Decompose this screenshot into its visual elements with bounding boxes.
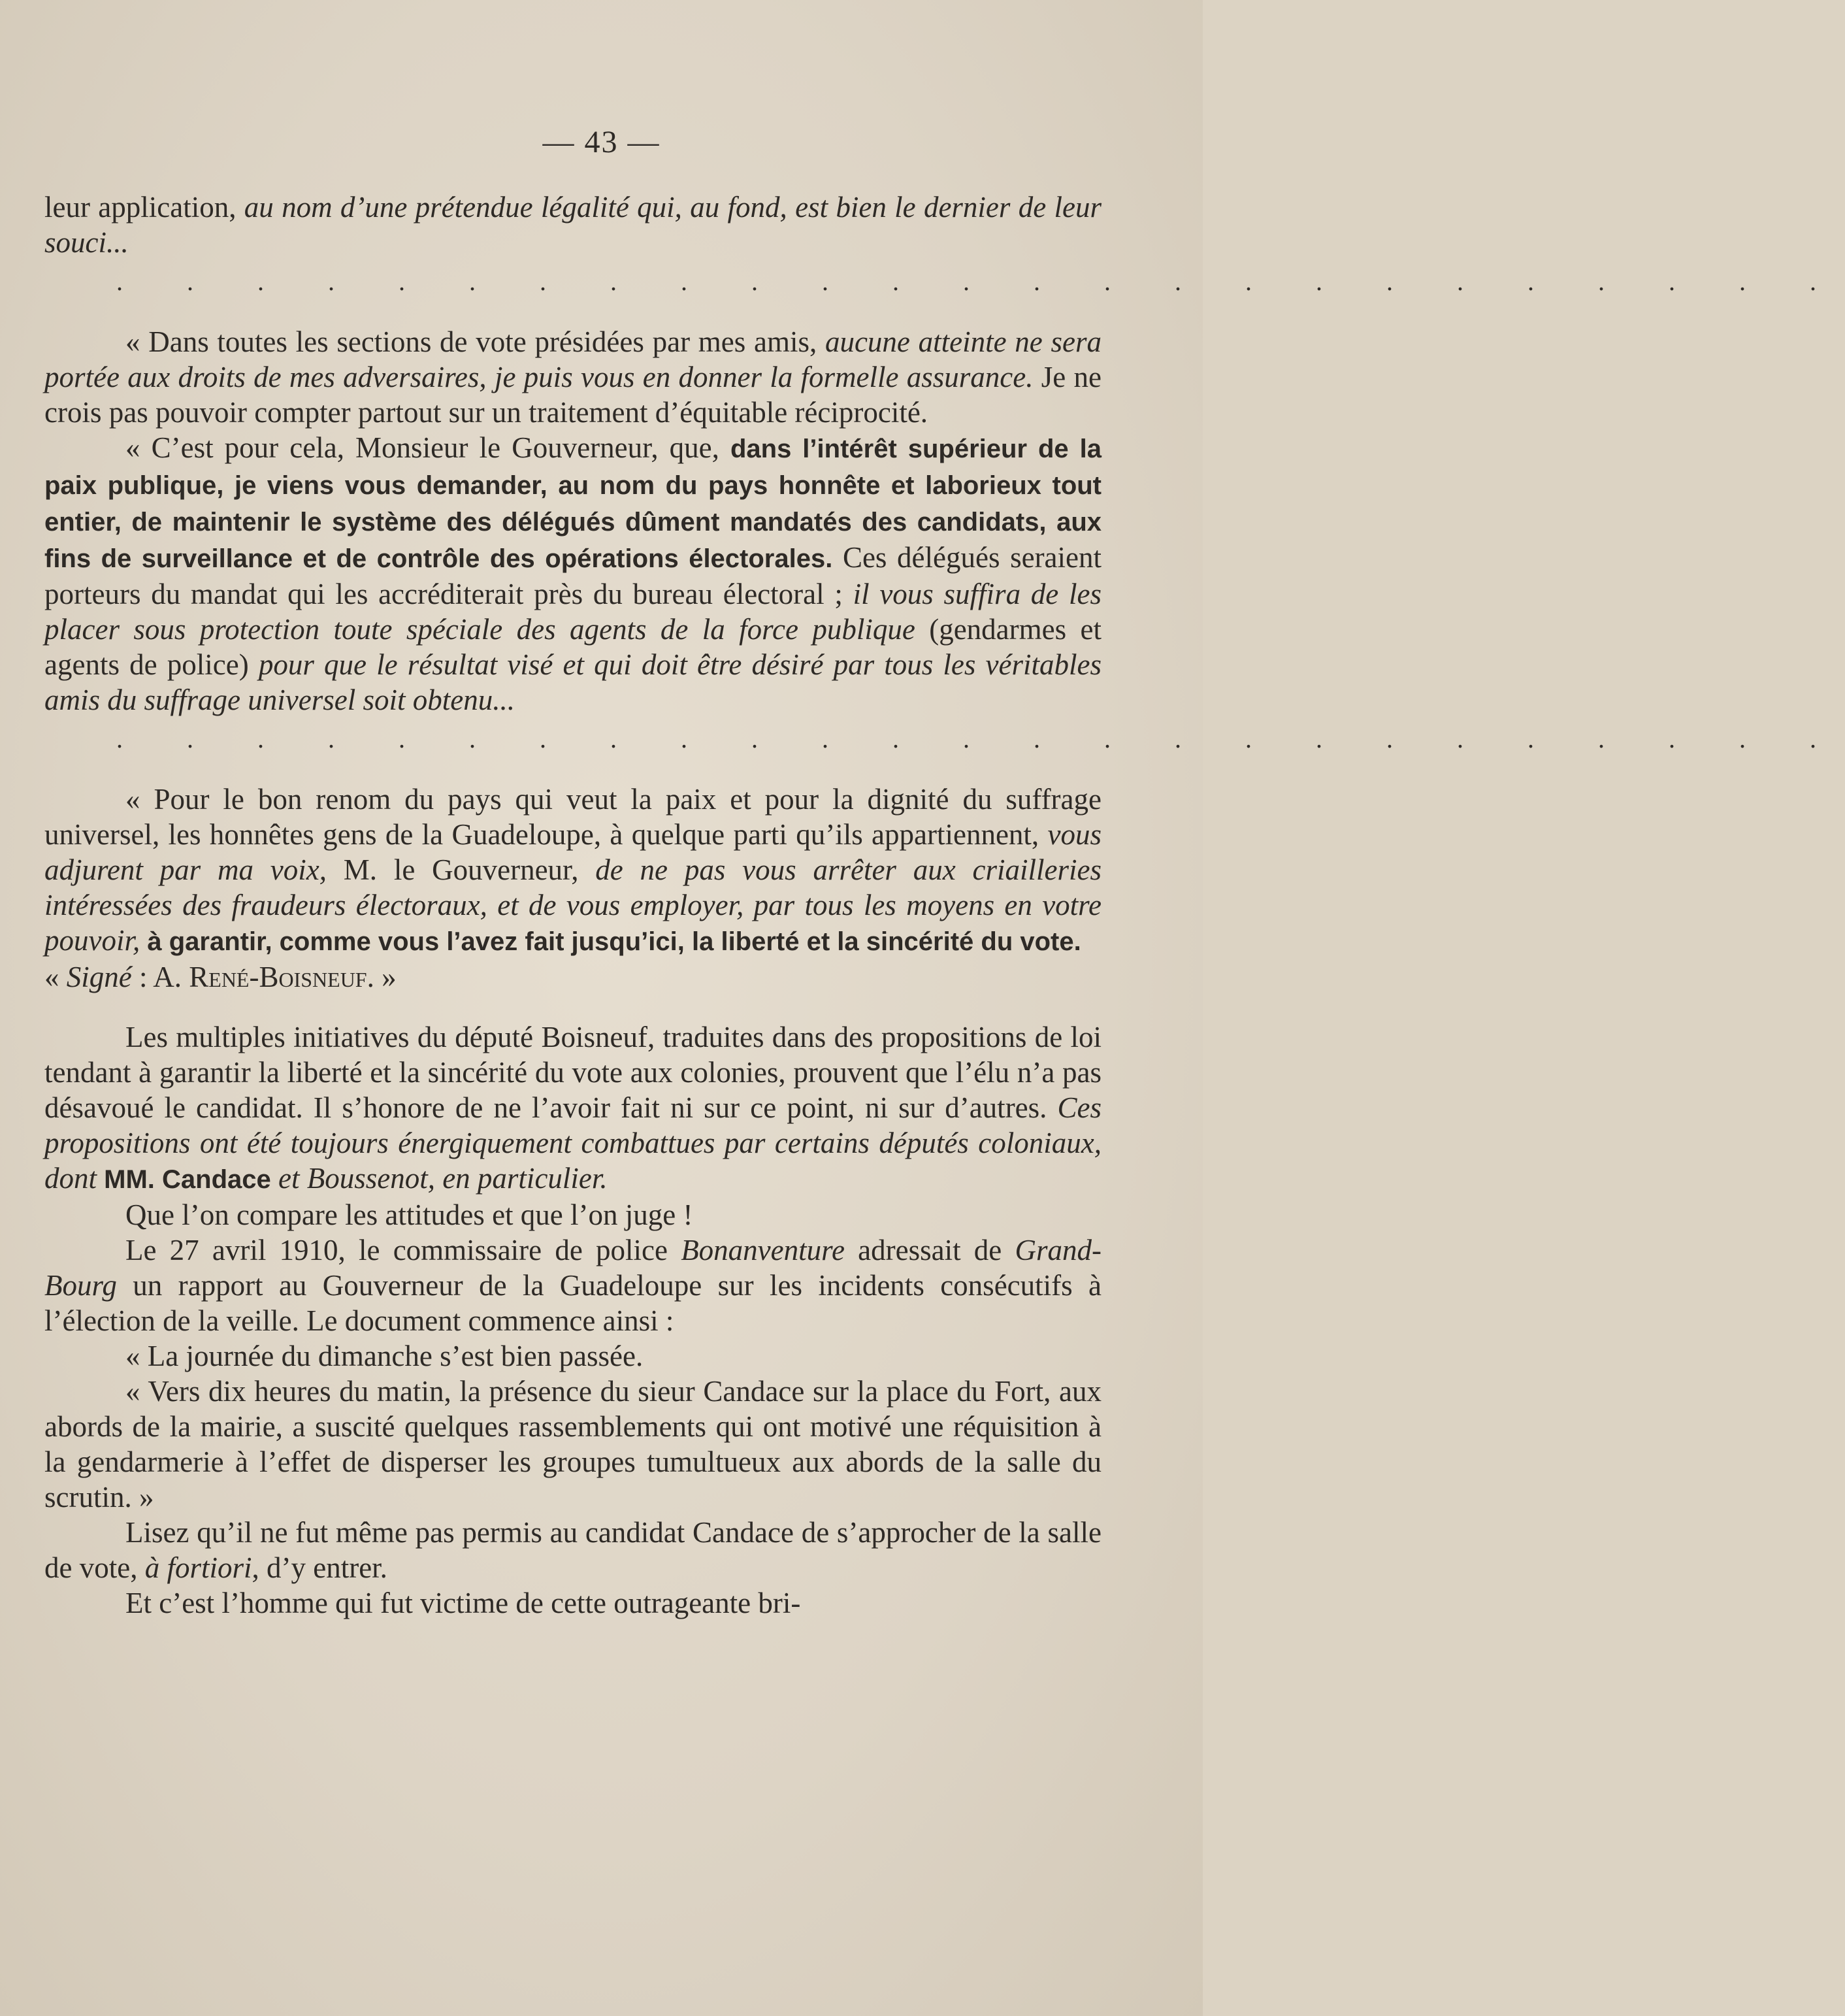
italic-run: pour que le résultat visé et qui doit être désiré par tous les véritables amis du suffrage universel soit obtenu... xyxy=(44,648,1102,716)
paragraph-9: « Vers dix heures du matin, la présence du sieur Candace sur la place du Fort, aux abords de la mairie, a suscité quelques rassemblements qui ont motivé une réquisition à la gendarmerie à l’effet de disperser les groupes tumultueux aux abords de la salle du scrutin. » xyxy=(44,1375,1102,1513)
signe-label: Signé xyxy=(66,961,132,993)
quote-open: « xyxy=(44,961,67,993)
text-run: leur application, xyxy=(44,191,244,223)
italic-run: il vous suffira de les placer sous protection toute spéciale des agents de la force publique xyxy=(44,578,1102,646)
paragraph-7 xyxy=(44,1232,1102,1338)
text-run: (gendarmes et agents de police) xyxy=(44,613,1102,681)
ellipsis-row-2: . . . . . . . . . . . . . . . . . . . . . . . . . xyxy=(116,724,1845,753)
paragraph-8: « La journée du dimanche s’est bien passée. xyxy=(125,1340,644,1372)
bold-run: MM. Candace xyxy=(97,1165,271,1194)
text-run: Lisez qu’il ne fut même pas permis au candidat Candace de s’approcher de la salle de vote, xyxy=(44,1516,1102,1584)
page-number: — 43 — xyxy=(542,125,661,159)
text-run: : A. xyxy=(131,961,189,993)
text-run: Le 27 avril 1910, le commissaire de police xyxy=(125,1234,681,1266)
text-run: « Dans toutes les sections de vote présidées par mes amis, xyxy=(125,325,825,358)
italic-run: Bonanventure xyxy=(681,1234,845,1266)
quote-close: . » xyxy=(367,961,397,993)
spacer xyxy=(44,995,1102,1019)
italic-run: vous adjurent par ma voix, xyxy=(44,818,1102,886)
paragraph-6: Que l’on compare les attitudes et que l’on juge ! xyxy=(125,1198,693,1231)
text-run: Ces délégués seraient porteurs du mandat qui les accréditerait près du bureau électoral ; xyxy=(44,541,1102,610)
signature-line xyxy=(44,959,1102,995)
text-run: un rapport au Gouverneur de la Guadeloupe sur les incidents consécutifs à l’élection de la veille. Le document commence ainsi : xyxy=(44,1269,1102,1337)
paragraph-1 xyxy=(44,190,1102,260)
text-run: Les multiples initiatives du député Boisneuf, traduites dans des propositions de loi tendant à garantir la liberté et la sincérité du vote aux colonies, prouvent que l’élu n’a pas désavoué le candidat. Il s’honore de ne l’avoir fait ni sur ce point, ni sur d’autres. xyxy=(44,1021,1102,1124)
text-run: , d’y entrer. xyxy=(252,1551,387,1584)
italic-run: au nom d’une prétendue légalité qui, au fond, est bien le dernier de leur souci... xyxy=(44,191,1102,259)
italic-run: de ne pas vous arrêter aux criailleries intéressées des fraudeurs électoraux, et de vous employer, par tous les moyens en votre pouvoir, xyxy=(44,853,1102,957)
spacer xyxy=(44,757,1102,782)
italic-run: Grand-Bourg xyxy=(44,1234,1102,1302)
bold-run: dans l’intérêt supérieur de la paix publique, je viens vous demander, au nom du pays honnête et laborieux tout entier, de maintenir le système des délégués dûment mandatés des candidats, aux fins de surveillance et de contrôle des opérations électorales. xyxy=(44,435,1102,573)
bold-run: à garantir, comme vous l’avez fait jusqu’ici, la liberté et la sincérité du vote. xyxy=(140,927,1081,956)
ellipsis-row-1: . . . . . . . . . . . . . . . . . . . . . . . . . xyxy=(116,267,1845,296)
paragraph-4 xyxy=(44,782,1102,959)
paragraph-2 xyxy=(44,324,1102,430)
italic-run: et Boussenot, en particulier. xyxy=(270,1162,608,1195)
italic-run: aucune atteinte ne sera portée aux droits de mes adversaires, je puis vous en donner la formelle assurance. xyxy=(44,325,1102,393)
text-run: « C’est pour cela, Monsieur le Gouverneur, que, xyxy=(125,431,730,464)
text-run: M. le Gouverneur, xyxy=(326,853,596,886)
italic-run: Ces propositions ont été toujours énergiquement combattues par certains députés coloniaux, dont xyxy=(44,1091,1102,1195)
paragraph-3 xyxy=(44,430,1102,718)
italic-run: à fortiori xyxy=(144,1551,252,1584)
paragraph-5 xyxy=(44,1019,1102,1197)
spacer xyxy=(44,299,1102,324)
text-run: « Pour le bon renom du pays qui veut la paix et pour la dignité du suffrage universel, les honnêtes gens de la Guadeloupe, à quelque parti qu’ils appartiennent, xyxy=(44,783,1102,851)
page-body xyxy=(44,190,1845,1621)
paragraph-11: Et c’est l’homme qui fut victime de cette outrageante bri- xyxy=(125,1587,801,1619)
signatory-name: René-Boisneuf xyxy=(189,961,367,993)
text-run: adressait de xyxy=(844,1234,1015,1266)
paragraph-10 xyxy=(44,1515,1102,1585)
text-run: Je ne crois pas pouvoir compter partout sur un traitement d’équitable réciprocité. xyxy=(44,361,1102,429)
